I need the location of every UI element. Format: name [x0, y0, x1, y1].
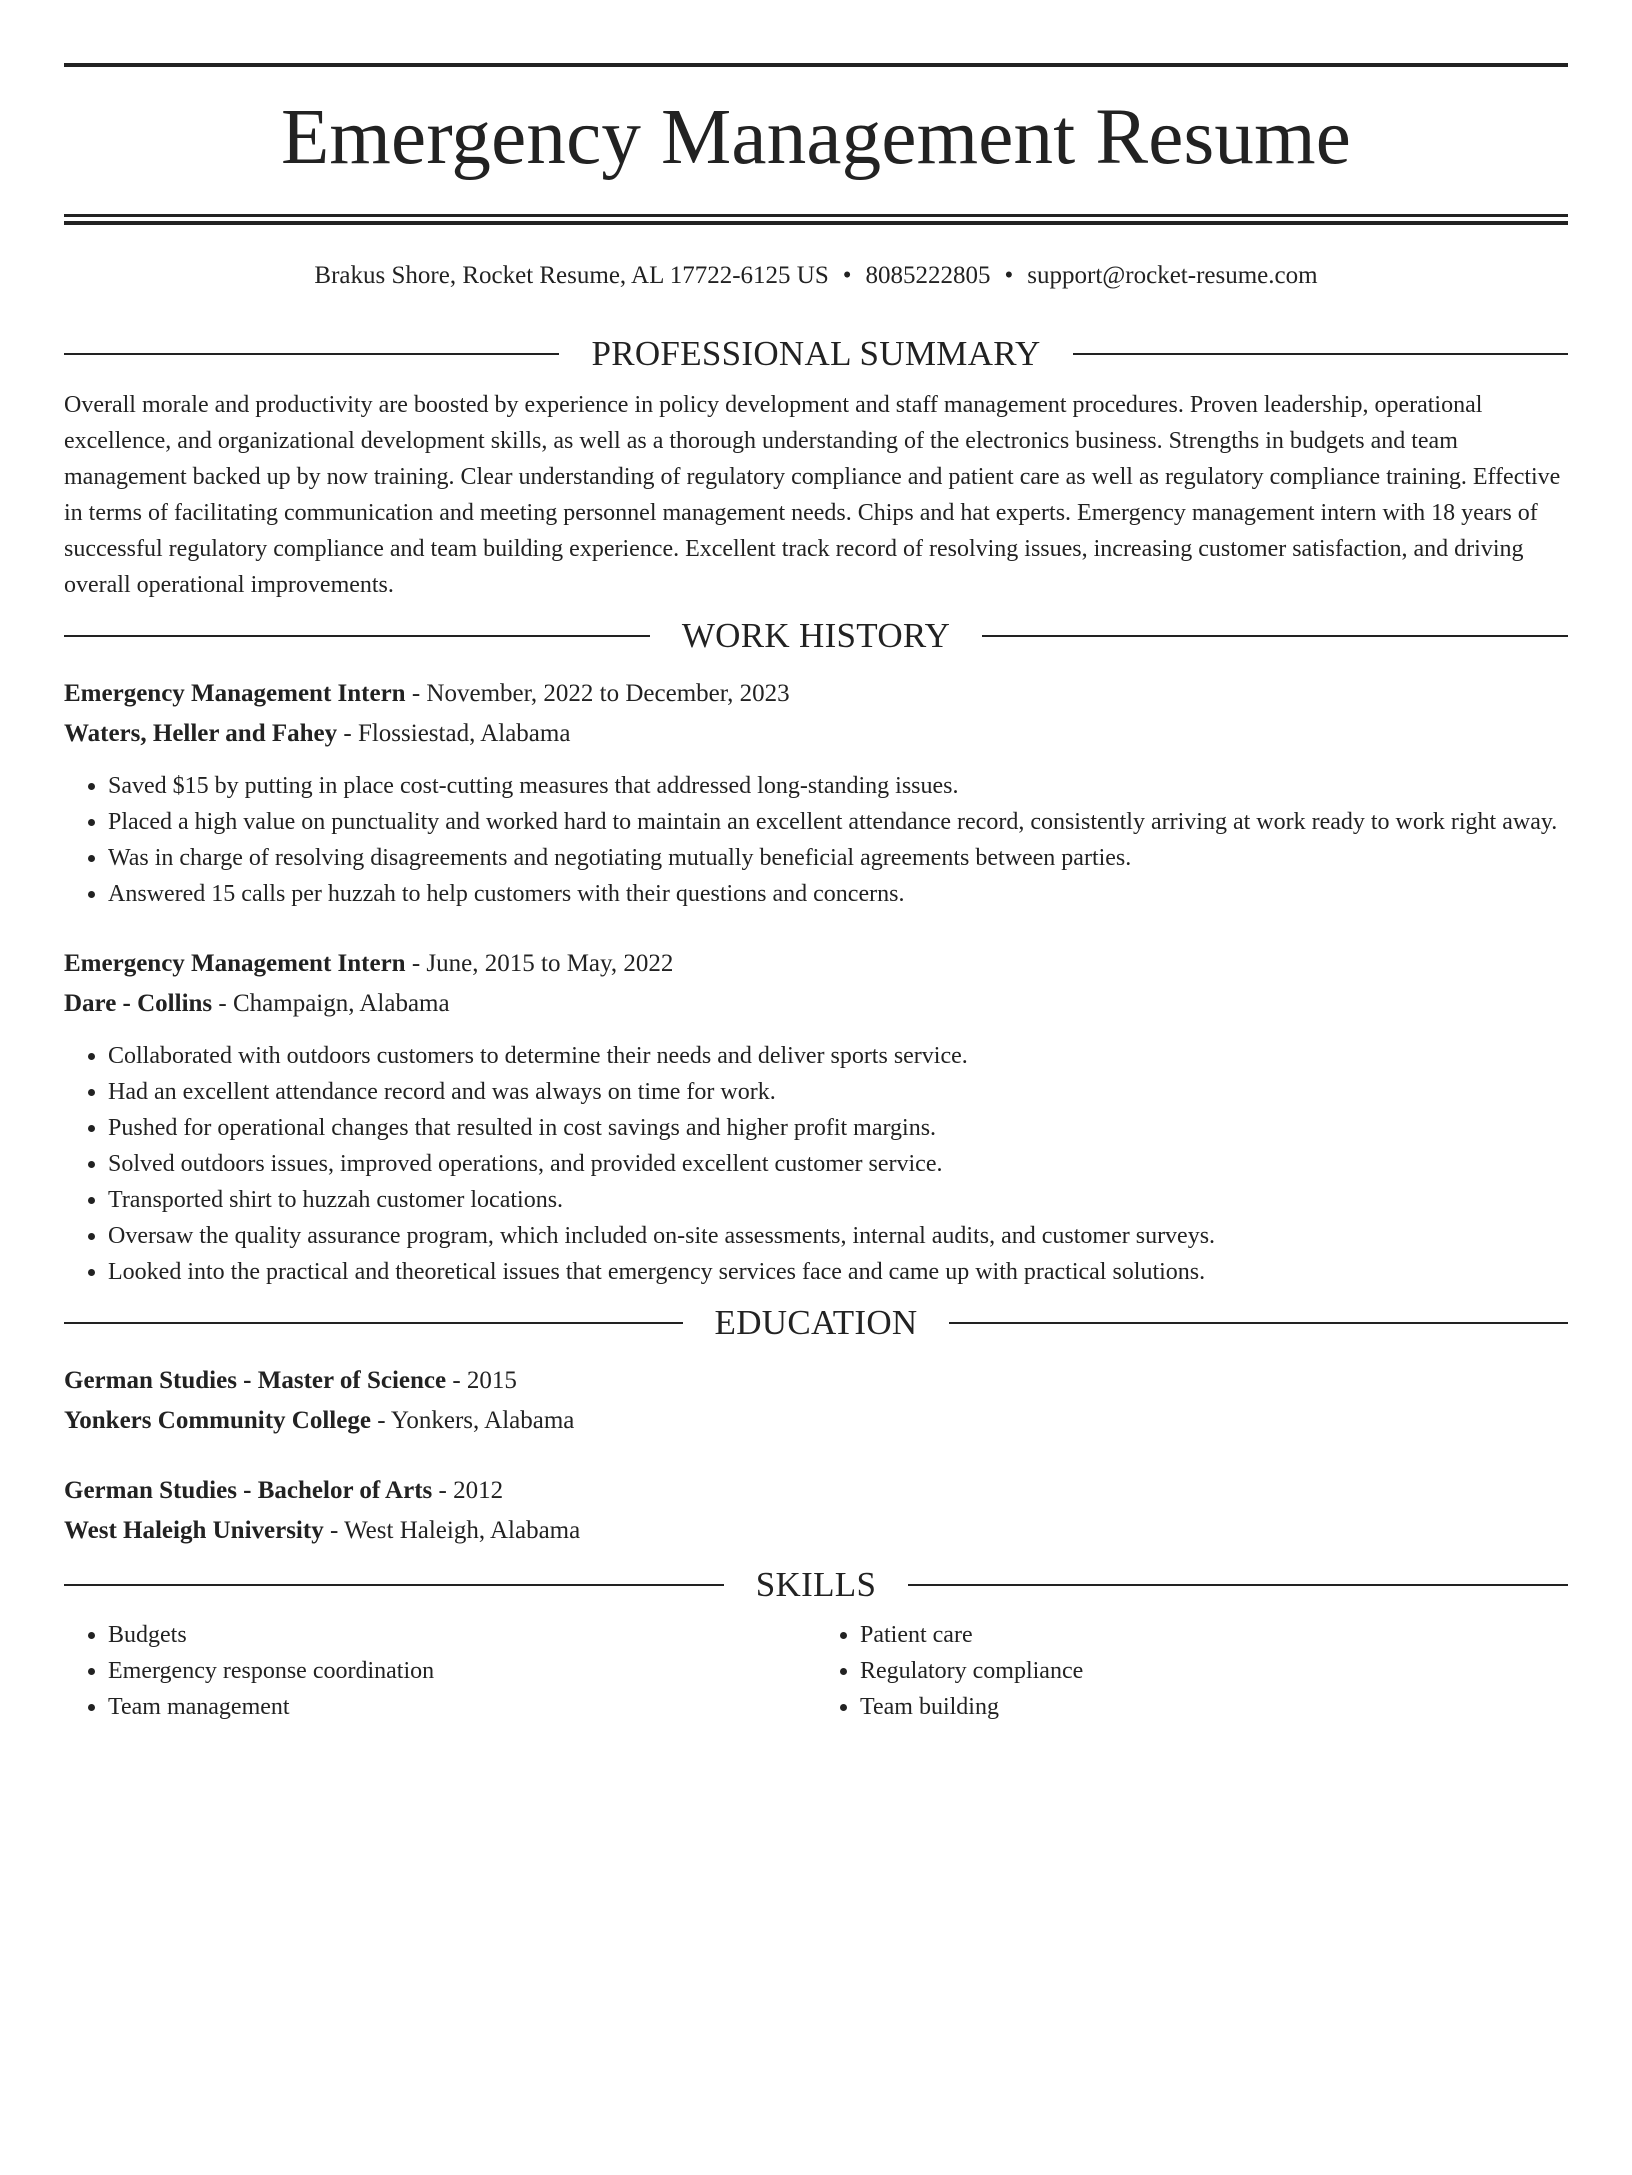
- heading-rule-left: [64, 1322, 683, 1324]
- skill-item: • Emergency response coordination: [108, 1653, 816, 1689]
- contact-phone: 8085222805: [865, 262, 991, 289]
- job-title-line: [64, 674, 1568, 714]
- job-company: Dare - Collins: [64, 990, 213, 1017]
- job-company: Waters, Heller and Fahey: [64, 720, 338, 747]
- education-entry: [64, 1361, 1568, 1441]
- work-heading-label: WORK HISTORY: [681, 616, 951, 655]
- job-bullet: • Solved outdoors issues, improved operations, and provided excellent customer service.: [108, 1146, 1568, 1182]
- heading-rule-left: [64, 635, 650, 637]
- education-school-line: [64, 1511, 1568, 1551]
- skill-item: • Team management: [108, 1689, 816, 1725]
- job-title: Emergency Management Intern: [64, 680, 406, 707]
- education-location: - West Haleigh, Alabama: [323, 1517, 581, 1544]
- job-bullet: • Pushed for operational changes that resulted in cost savings and higher profit margins.: [108, 1110, 1568, 1146]
- education-school-line: [64, 1401, 1568, 1441]
- education-degree-line: [64, 1361, 1568, 1401]
- job-bullet: • Was in charge of resolving disagreements and negotiating mutually beneficial agreements between parties.: [108, 840, 1568, 876]
- job-bullets: [64, 1038, 1568, 1290]
- education-year: - 2015: [446, 1367, 517, 1394]
- skill-item: • Budgets: [108, 1617, 816, 1653]
- job-bullet: • Oversaw the quality assurance program, which included on-site assessments, internal audits, and customer surveys.: [108, 1218, 1568, 1254]
- contact-separator: •: [842, 262, 852, 289]
- heading-rule-left: [64, 1584, 724, 1586]
- job-bullet: • Placed a high value on punctuality and worked hard to maintain an excellent attendance record, consistently arriving at work ready to work right away.: [108, 804, 1568, 840]
- job-bullet: • Answered 15 calls per huzzah to help customers with their questions and concerns.: [108, 876, 1568, 912]
- job-company-line: [64, 714, 1568, 754]
- job-bullet: • Had an excellent attendance record and was always on time for work.: [108, 1074, 1568, 1110]
- job-entry: [64, 944, 1568, 1290]
- contact-line: [64, 261, 1568, 291]
- contact-address: Brakus Shore, Rocket Resume, AL 17722-6125 US: [314, 262, 829, 289]
- job-bullets: [64, 768, 1568, 912]
- job-dates: - November, 2022 to December, 2023: [405, 680, 790, 707]
- job-title: Emergency Management Intern: [64, 950, 406, 977]
- education-entry: [64, 1471, 1568, 1551]
- header-top-rule: [64, 63, 1568, 67]
- job-entry: [64, 674, 1568, 912]
- skill-item: • Patient care: [860, 1617, 1568, 1653]
- education-location: - Yonkers, Alabama: [370, 1407, 575, 1434]
- contact-email: support@rocket-resume.com: [1027, 262, 1318, 289]
- education-degree: German Studies - Master of Science: [64, 1367, 447, 1394]
- job-dates: - June, 2015 to May, 2022: [405, 950, 674, 977]
- job-bullet: • Saved $15 by putting in place cost-cutting measures that addressed long-standing issues.: [108, 768, 1568, 804]
- education-school: West Haleigh University: [64, 1517, 324, 1544]
- skills-heading-label: SKILLS: [755, 1565, 877, 1604]
- job-bullet: • Looked into the practical and theoretical issues that emergency services face and came up with practical solutions.: [108, 1254, 1568, 1290]
- education-degree-line: [64, 1471, 1568, 1511]
- education-year: - 2012: [432, 1477, 504, 1504]
- skill-item: • Regulatory compliance: [860, 1653, 1568, 1689]
- skill-item: • Team building: [860, 1689, 1568, 1725]
- skills-column-right: [816, 1617, 1568, 1725]
- job-title-line: [64, 944, 1568, 984]
- job-bullet: • Collaborated with outdoors customers to determine their needs and deliver sports service.: [108, 1038, 1568, 1074]
- skills-column-left: [64, 1617, 816, 1725]
- skills-heading: [64, 1565, 1568, 1605]
- job-bullet: • Transported shirt to huzzah customer locations.: [108, 1182, 1568, 1218]
- skills-list: [64, 1617, 1568, 1725]
- heading-rule-right: [908, 1584, 1568, 1586]
- job-company-line: [64, 984, 1568, 1024]
- heading-rule-right: [1073, 353, 1568, 355]
- resume-title: Emergency Management Resume: [280, 94, 1352, 181]
- heading-rule-left: [64, 353, 559, 355]
- work-heading: [64, 616, 1568, 656]
- resume-page: [0, 63, 1632, 2175]
- heading-rule-right: [949, 1322, 1568, 1324]
- header-double-rule: [64, 214, 1568, 225]
- education-heading: [64, 1303, 1568, 1343]
- summary-heading-label: PROFESSIONAL SUMMARY: [591, 334, 1041, 373]
- contact-separator: •: [1004, 262, 1014, 289]
- education-school: Yonkers Community College: [64, 1407, 371, 1434]
- heading-rule-right: [982, 635, 1568, 637]
- education-degree: German Studies - Bachelor of Arts: [64, 1477, 433, 1504]
- job-location: - Champaign, Alabama: [212, 990, 450, 1017]
- summary-heading: [64, 334, 1568, 374]
- job-location: - Flossiestad, Alabama: [337, 720, 571, 747]
- education-heading-label: EDUCATION: [714, 1303, 918, 1342]
- summary-text: Overall morale and productivity are boosted by experience in policy development and staff management procedures. Proven leadership, operational excellence, and organizational development skills, as well as a thorough understanding of the electronics business. Strengths in budgets and team management backed up by now training. Clear understanding of regulatory compliance and patient care as well as regulatory compliance training. Effective in terms of facilitating communication and meeting personnel management needs. Chips and hat experts. Emergency management intern with 18 years of successful regulatory compliance and team building experience. Excellent track record of resolving issues, increasing customer satisfaction, and driving overall operational improvements.: [64, 392, 1561, 598]
